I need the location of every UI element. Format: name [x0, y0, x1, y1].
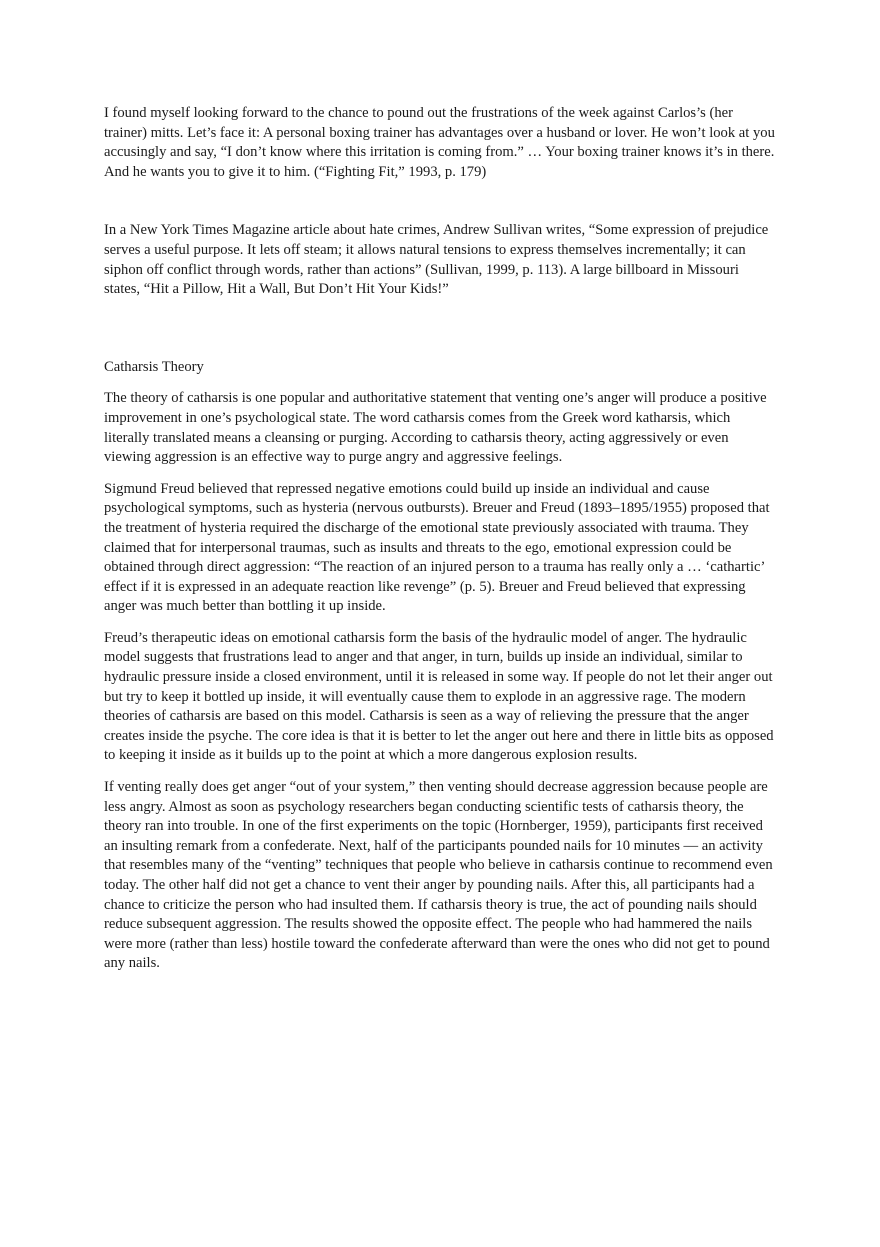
document-page: [104, 104, 776, 974]
section-heading: Catharsis Theory: [104, 358, 204, 375]
paragraph-freud: Sigmund Freud believed that repressed negative emotions could build up inside an individual and cause psychological symptoms, such as hysteria (nervous outbursts). Breuer and Freud (1893–1895/1955) proposed that the treatment of hysteria required the discharge of the emotional state previously associated with trauma. They claimed that for interpersonal traumas, such as insults and threats to the ego, emotional expression could be obtained through direct aggression: “The reaction of an injured person to a trauma has really only a … ‘cathartic’ effect if it is expressed in an adequate reaction like revenge” (p. 5). Breuer and Freud believed that expressing anger was much better than bottling it up inside.: [104, 480, 770, 615]
paragraph-catharsis-definition: The theory of catharsis is one popular and authoritative statement that venting one’s anger will produce a positive improvement in one’s psychological state. The word catharsis comes from the Greek word katharsis, which literally translated means a cleansing or purging. According to catharsis theory, acting aggressively or even viewing aggression is an effective way to purge angry and aggressive feelings.: [104, 390, 767, 466]
paragraph-hydraulic-model: Freud’s therapeutic ideas on emotional catharsis form the basis of the hydraulic model of anger. The hydraulic model suggests that frustrations lead to anger and that anger, in turn, builds up inside an individual, similar to hydraulic pressure inside a closed environment, until it is released in some way. If people do not let their anger out but try to keep it bottled up inside, it will eventually cause them to explode in an aggressive rage. The modern theories of catharsis are based on this model. Catharsis is seen as a way of relieving the pressure that the anger creates inside the psyche. The core idea is that it is better to let the anger out here and there in little bits as opposed to keeping it inside as it builds up to the point at which a more dangerous explosion results.: [104, 629, 774, 764]
paragraph-venting-experiment: If venting really does get anger “out of your system,” then venting should decrease aggression because people are less angry. Almost as soon as psychology researchers began conducting scientific tests of catharsis theory, the theory ran into trouble. In one of the first experiments on the topic (Hornberger, 1959), participants first received an insulting remark from a confederate. Next, half of the participants pounded nails for 10 minutes — an activity that resembles many of the “venting” techniques that people who believe in catharsis continue to recommend even today. The other half did not get a chance to vent their anger by pounding nails. After this, all participants had a chance to criticize the person who had insulted them. If catharsis theory is true, the act of pounding nails should reduce subsequent aggression. The results showed the opposite effect. The people who had hammered the nails were more (rather than less) hostile toward the confederate afterward than were the ones who did not get to pound any nails.: [104, 779, 773, 972]
block-quote-fighting-fit: I found myself looking forward to the chance to pound out the frustrations of the week against Carlos’s (her trainer) mitts. Let’s face it: A personal boxing trainer has advantages over a husband or lover. He won’t look at you accusingly and say, “I don’t know where this irritation is coming from.” … Your boxing trainer knows it’s in there. And he wants you to give it to him. (“Fighting Fit,” 1993, p. 179): [104, 105, 775, 180]
block-quote-sullivan: In a New York Times Magazine article about hate crimes, Andrew Sullivan writes, “Some expression of prejudice serves a useful purpose. It lets off steam; it allows natural tensions to express themselves incrementally; it can siphon off conflict through words, rather than actions” (Sullivan, 1999, p. 113). A large billboard in Missouri states, “Hit a Pillow, Hit a Wall, But Don’t Hit Your Kids!”: [104, 222, 769, 298]
